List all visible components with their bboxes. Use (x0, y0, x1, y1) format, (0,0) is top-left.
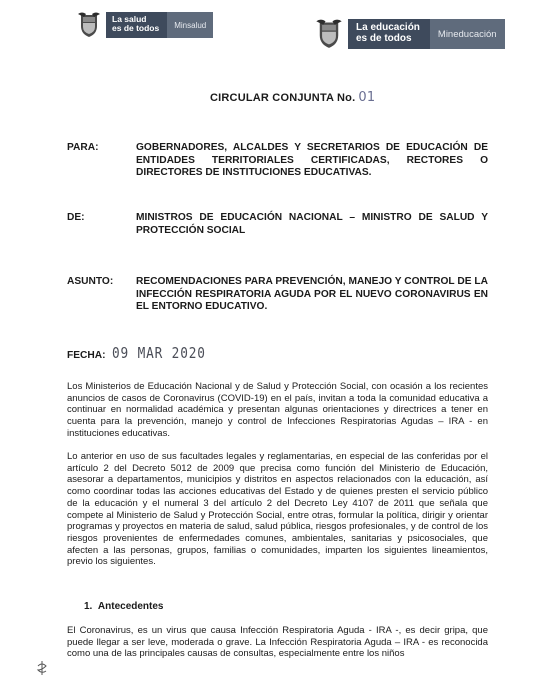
body-paragraph-3: El Coronavirus, es un virus que causa Infección Respiratoria Aguda - IRA -, es decir gripa, que puede llegar a ser leve, moderada o grave. La Infección Respiratoria Aguda – IRA - es reconocida como una de las principales causas de consultas, especialmente entre los niños (67, 625, 488, 660)
date-stamp: 09 MAR 2020 (112, 344, 207, 362)
logo-text-line1: La educación (356, 22, 420, 33)
logo-tag: Minsalud (167, 12, 213, 38)
minsalud-logo (78, 12, 213, 38)
colombia-coat-of-arms-icon (316, 19, 342, 49)
field-value: MINISTROS DE EDUCACIÓN NACIONAL – MINISTRO DE SALUD Y PROTECCIÓN SOCIAL (136, 212, 488, 236)
title-text: CIRCULAR CONJUNTA No. (210, 92, 356, 104)
field-value: GOBERNADORES, ALCALDES Y SECRETARIOS DE EDUCACIÓN DE ENTIDADES TERRITORIALES CERTIFICADAS, RECTORES O DIRECTORES DE INSTITUCIONES EDUCATIVAS. (136, 142, 488, 178)
de-field (67, 212, 487, 240)
document-title (210, 90, 375, 105)
circular-number: 01 (358, 90, 376, 105)
field-label: PARA: (67, 142, 99, 153)
logo-text-line1: La salud (112, 14, 147, 24)
section-number: 1. (84, 601, 93, 612)
mineducacion-logo (316, 19, 505, 49)
body-paragraph-2: Lo anterior en uso de sus facultades legales y reglamentarias, en especial de las conferidas por el artículo 2 del Decreto 5012 de 2009 que precisa como función del Ministerio de Educación, asesorar a departamentos, municipios y distritos en aspectos relacionados con la educación, así como coordinar todas las acciones educativas del Estado y de quienes presten el servicio público de la educación y el numeral 3 del artículo 2 del Decreto Ley 4107 de 2011 que señala que compete al Ministerio de Salud y Protección Social, entre otras, formular la política, dirigir y orientar programas y proyectos en materia de salud, salud pública, riesgos profesionales, y de control de los riesgos provenientes de enfermedades comunes, ambientales, sanitarias y psicosociales, que afecten a las personas, grupos, familias o comunidades, imparten los siguientes lineamientos, previo los siguientes. (67, 451, 488, 568)
colombia-coat-of-arms-icon (78, 12, 100, 38)
body-paragraph-1: Los Ministerios de Educación Nacional y de Salud y Protección Social, con ocasión a los recientes anuncios de casos de Coronavirus (COVID-19) en el país, invitan a toda la comunidad educativa a continuar en normalidad académica y presentan algunas orientaciones y directrices a tener en cuenta para la prevención, manejo y control de Infecciones Respiratorias Agudas – IRA - en instituciones educativas. (67, 381, 488, 439)
fecha-field (67, 344, 223, 362)
section-title: Antecedentes (97, 601, 164, 612)
logo-tag: Mineducación (430, 19, 505, 49)
field-label: ASUNTO: (67, 276, 114, 287)
para-field (67, 142, 487, 182)
section-heading (84, 601, 163, 612)
field-value: RECOMENDACIONES PARA PREVENCIÓN, MANEJO Y CONTROL DE LA INFECCIÓN RESPIRATORIA AGUDA POR EL NUEVO CORONAVIRUS EN EL ENTORNO EDUCATIVO. (136, 276, 488, 312)
signature-initials-icon (36, 660, 48, 676)
asunto-field (67, 276, 487, 316)
field-label: DE: (67, 212, 85, 223)
fecha-label: FECHA: (67, 350, 106, 361)
logo-text-line2: es de todos (356, 32, 412, 44)
logo-text-line2: es de todos (112, 23, 160, 33)
